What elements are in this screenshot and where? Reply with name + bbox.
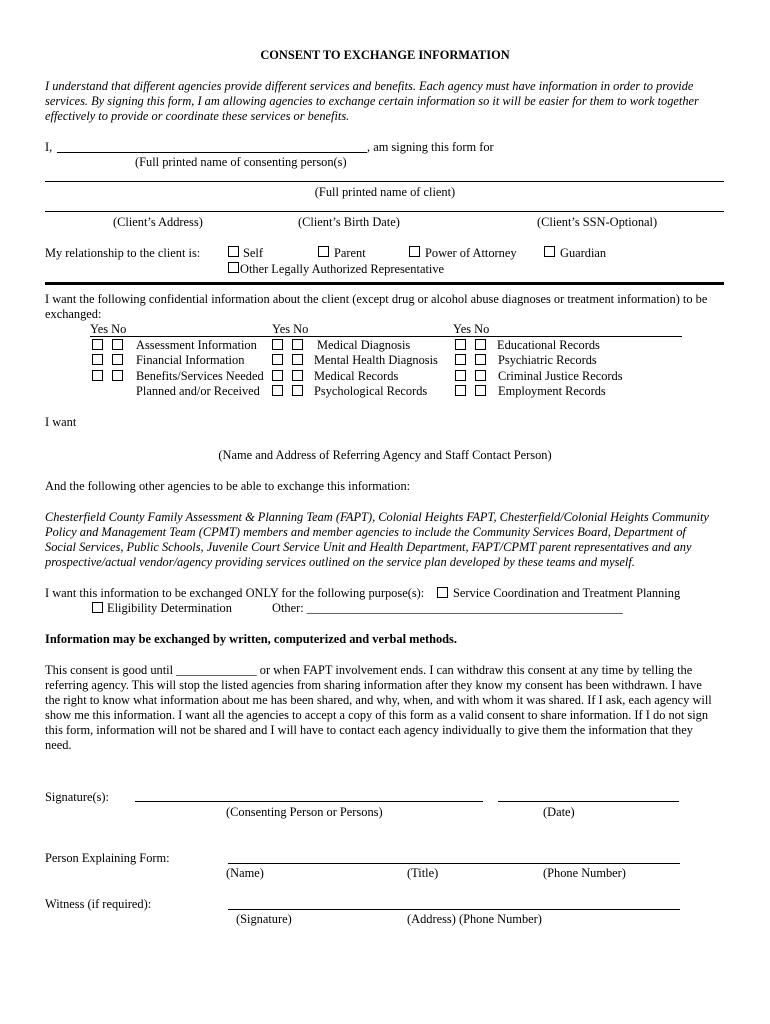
benefits-label: Benefits/Services Needed	[136, 369, 264, 383]
client-name-field[interactable]	[45, 181, 724, 182]
consenting-person-caption: (Consenting Person or Persons)	[226, 805, 383, 819]
financial-no-checkbox[interactable]	[112, 354, 123, 365]
signature-date-field[interactable]	[498, 801, 679, 802]
intro-line-1: I understand that different agencies provide different services and benefits. Each agency must have information in order to provide	[45, 79, 694, 93]
client-name-caption: (Full printed name of client)	[314, 185, 456, 199]
purpose-other-field[interactable]: Other: ___________________________________________________	[272, 601, 623, 615]
intro-line-2: services. By signing this form, I am allowing agencies to exchange certain information so it will be easier for them to work together	[45, 94, 699, 108]
client-address-caption: (Client’s Address)	[113, 215, 203, 229]
relationship-self-label: Self	[243, 246, 263, 260]
financial-label: Financial Information	[136, 353, 245, 367]
relationship-parent-checkbox[interactable]	[318, 246, 329, 257]
signer-suffix: , am signing this form for	[367, 140, 494, 154]
relationship-guardian-checkbox[interactable]	[544, 246, 555, 257]
criminal-justice-no-checkbox[interactable]	[475, 370, 486, 381]
agencies-line-1: Chesterfield County Family Assessment & Planning Team (FAPT), Colonial Heights FAPT, Chesterfield/Colonial Heights Community	[45, 510, 709, 524]
relationship-parent-label: Parent	[334, 246, 366, 260]
consent-line-4: show me this information. I want all the agencies to accept a copy of this form as a valid consent to share information. If I do not sign	[45, 708, 709, 722]
employment-label: Employment Records	[498, 384, 606, 398]
relationship-label: My relationship to the client is:	[45, 246, 201, 260]
relationship-other-label: Other Legally Authorized Representative	[240, 262, 445, 276]
medical-diagnosis-yes-checkbox[interactable]	[272, 339, 283, 350]
assessment-no-checkbox[interactable]	[112, 339, 123, 350]
mental-health-label: Mental Health Diagnosis	[314, 353, 438, 367]
medical-diagnosis-label: Medical Diagnosis	[317, 338, 411, 352]
agencies-line-2: Policy and Management Team (CPMT) members and member agencies to include the Community Services Board, Department of	[45, 525, 686, 539]
educational-no-checkbox[interactable]	[475, 339, 486, 350]
service-coordination-label: Service Coordination and Treatment Planning	[453, 586, 681, 600]
client-ssn-caption: (Client’s SSN-Optional)	[537, 215, 658, 229]
signature-date-caption: (Date)	[543, 805, 575, 819]
explainer-label: Person Explaining Form:	[45, 851, 170, 865]
explainer-title-caption: (Title)	[407, 866, 439, 880]
psychological-label: Psychological Records	[314, 384, 428, 398]
benefits-yes-checkbox[interactable]	[92, 370, 103, 381]
section-divider	[45, 282, 724, 285]
assessment-label: Assessment Information	[136, 338, 257, 352]
yes-no-header-2: Yes No	[272, 322, 309, 336]
signer-caption: (Full printed name of consenting person(s)	[135, 155, 347, 169]
service-coordination-checkbox[interactable]	[437, 587, 448, 598]
eligibility-checkbox[interactable]	[92, 602, 103, 613]
referring-agency-field[interactable]	[90, 445, 724, 446]
employment-no-checkbox[interactable]	[475, 385, 486, 396]
client-birth-date-caption: (Client’s Birth Date)	[298, 215, 400, 229]
witness-signature-caption: (Signature)	[236, 912, 292, 926]
info-request-line-2: exchanged:	[45, 307, 102, 321]
psychiatric-label: Psychiatric Records	[498, 353, 597, 367]
relationship-poa-checkbox[interactable]	[409, 246, 420, 257]
medical-records-yes-checkbox[interactable]	[272, 370, 283, 381]
explainer-name-caption: (Name)	[226, 866, 264, 880]
employment-yes-checkbox[interactable]	[455, 385, 466, 396]
signature-label: Signature(s):	[45, 790, 110, 804]
page-title: CONSENT TO EXCHANGE INFORMATION	[260, 48, 510, 62]
agencies-line-3: Social Services, Public Schools, Juvenile Court Service Unit and Health Department, FAPT/CPMT parent representatives and any	[45, 540, 692, 554]
info-table-top-rule	[90, 336, 682, 337]
psychiatric-no-checkbox[interactable]	[475, 354, 486, 365]
consent-line-1: This consent is good until _____________ or when FAPT involvement ends. I can withdraw this consent at any time by telling the	[45, 663, 693, 677]
yes-no-header-1: Yes No	[90, 322, 127, 336]
financial-yes-checkbox[interactable]	[92, 354, 103, 365]
consenting-signature-field[interactable]	[135, 801, 483, 802]
other-agencies-intro: And the following other agencies to be able to exchange this information:	[45, 479, 411, 493]
psychological-no-checkbox[interactable]	[292, 385, 303, 396]
signer-prefix: I,	[45, 140, 53, 154]
mental-health-yes-checkbox[interactable]	[272, 354, 283, 365]
mental-health-no-checkbox[interactable]	[292, 354, 303, 365]
witness-label: Witness (if required):	[45, 897, 152, 911]
relationship-other-checkbox[interactable]	[228, 262, 239, 273]
explainer-field[interactable]	[228, 863, 680, 864]
consent-line-6: need.	[45, 738, 72, 752]
planned-label: Planned and/or Received	[136, 384, 260, 398]
signer-name-field[interactable]	[57, 152, 367, 153]
relationship-self-checkbox[interactable]	[228, 246, 239, 257]
relationship-poa-label: Power of Attorney	[425, 246, 517, 260]
educational-yes-checkbox[interactable]	[455, 339, 466, 350]
referring-agency-caption: (Name and Address of Referring Agency and Staff Contact Person)	[218, 448, 552, 462]
medical-records-no-checkbox[interactable]	[292, 370, 303, 381]
medical-diagnosis-no-checkbox[interactable]	[292, 339, 303, 350]
consent-line-3: the right to know what information about me has been shared, and why, when, and with whom it was shared. If I ask, each agency will	[45, 693, 712, 707]
assessment-yes-checkbox[interactable]	[92, 339, 103, 350]
agencies-line-4: prospective/actual vendor/agency providing services outlined on the service plan developed by these teams and myself.	[45, 555, 635, 569]
relationship-guardian-label: Guardian	[560, 246, 607, 260]
info-request-line-1: I want the following confidential information about the client (except drug or alcohol abuse diagnoses or treatment information) to be	[45, 292, 708, 306]
consent-line-2: referring agency. This will stop the listed agencies from sharing information after they know my consent has been withdrawn. I have	[45, 678, 702, 692]
purpose-intro: I want this information to be exchanged ONLY for the following purpose(s):	[45, 586, 425, 600]
criminal-justice-yes-checkbox[interactable]	[455, 370, 466, 381]
methods-statement: Information may be exchanged by written, computerized and verbal methods.	[45, 632, 457, 646]
witness-field[interactable]	[228, 909, 680, 910]
client-details-field[interactable]	[45, 211, 724, 212]
eligibility-label: Eligibility Determination	[107, 601, 232, 615]
educational-label: Educational Records	[497, 338, 600, 352]
yes-no-header-3: Yes No	[453, 322, 490, 336]
psychological-yes-checkbox[interactable]	[272, 385, 283, 396]
benefits-no-checkbox[interactable]	[112, 370, 123, 381]
explainer-phone-caption: (Phone Number)	[543, 866, 626, 880]
witness-address-phone-caption: (Address) (Phone Number)	[407, 912, 542, 926]
psychiatric-yes-checkbox[interactable]	[455, 354, 466, 365]
criminal-justice-label: Criminal Justice Records	[498, 369, 623, 383]
i-want-label: I want	[45, 415, 77, 429]
consent-line-5: this form, information will not be shared and I will have to contact each agency individually to give them the information that they	[45, 723, 693, 737]
intro-line-3: effectively to provide or coordinate these services or benefits.	[45, 109, 350, 123]
medical-records-label: Medical Records	[314, 369, 399, 383]
